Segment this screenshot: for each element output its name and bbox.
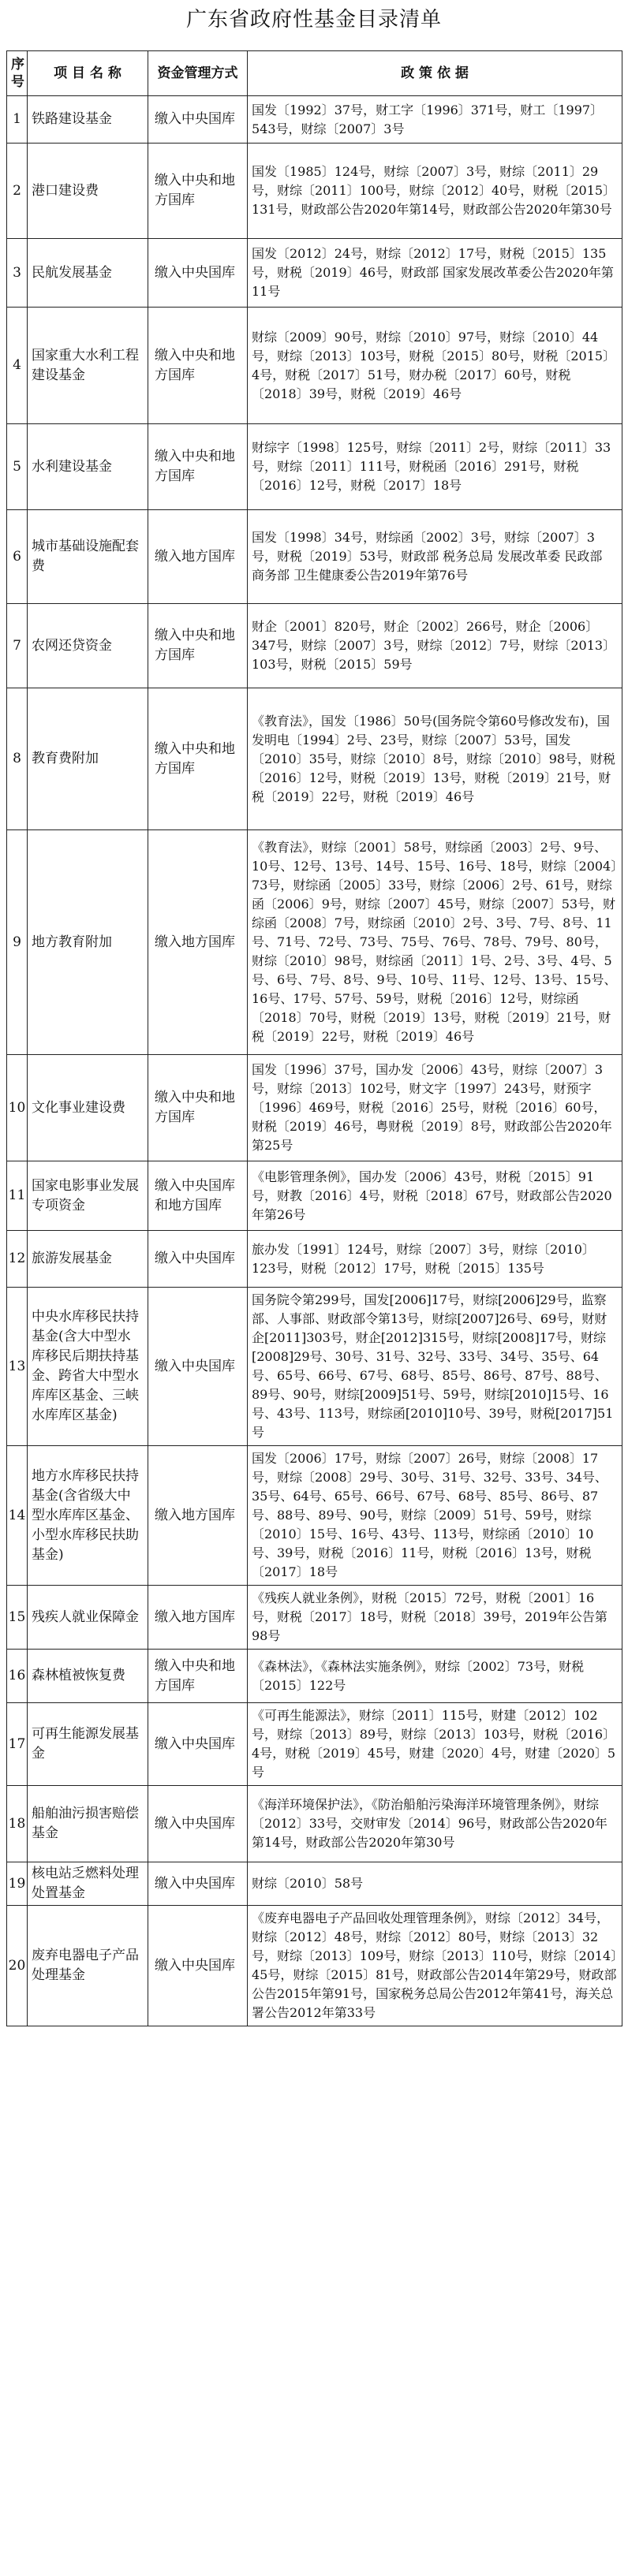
row-management-mode: 缴入中央国库 xyxy=(148,1906,248,2026)
row-management-mode: 缴入中央国库 xyxy=(148,1786,248,1862)
row-fund-name: 港口建设费 xyxy=(28,144,148,239)
row-fund-name: 水利建设基金 xyxy=(28,424,148,510)
header-mode: 资金管理方式 xyxy=(148,51,248,96)
row-fund-name: 旅游发展基金 xyxy=(28,1231,148,1288)
table-row xyxy=(7,1862,622,1906)
row-fund-name: 废弃电器电子产品处理基金 xyxy=(28,1906,148,2026)
row-policy-basis: 财综〔2010〕58号 xyxy=(248,1862,622,1906)
table-row xyxy=(7,239,622,308)
row-index: 7 xyxy=(7,604,28,688)
table-row xyxy=(7,1906,622,2026)
row-management-mode: 缴入中央国库 xyxy=(148,1231,248,1288)
row-index: 10 xyxy=(7,1055,28,1161)
row-index: 11 xyxy=(7,1161,28,1231)
table-row xyxy=(7,830,622,1055)
row-fund-name: 地方教育附加 xyxy=(28,830,148,1055)
table-row xyxy=(7,424,622,510)
row-fund-name: 森林植被恢复费 xyxy=(28,1650,148,1703)
row-policy-basis: 国发〔1985〕124号，财综〔2007〕3号，财综〔2011〕29号，财综〔2011〕100号，财综〔2012〕40号，财税〔2015〕131号，财政部公告2020年第14号，财政部公告2020年第30号 xyxy=(248,144,622,239)
table-row xyxy=(7,96,622,144)
row-management-mode: 缴入中央和地方国库 xyxy=(148,1055,248,1161)
row-index: 4 xyxy=(7,308,28,424)
row-index: 19 xyxy=(7,1862,28,1906)
row-management-mode: 缴入中央和地方国库 xyxy=(148,424,248,510)
row-index: 18 xyxy=(7,1786,28,1862)
row-management-mode: 缴入中央和地方国库 xyxy=(148,1650,248,1703)
row-index: 12 xyxy=(7,1231,28,1288)
row-fund-name: 核电站乏燃料处理处置基金 xyxy=(28,1862,148,1906)
row-management-mode: 缴入中央国库和地方国库 xyxy=(148,1161,248,1231)
row-policy-basis: 《废弃电器电子产品回收处理管理条例》，财综〔2012〕34号，财综〔2012〕48号，财综〔2012〕80号，财综〔2013〕32号，财综〔2013〕109号，财综〔2013〕110号，财综〔2014〕45号，财综〔2015〕81号，财政部公告2014年第29号，财政部公告2015年第91号，国家税务总局公告2012年第41号，海关总署公告2012年第33号 xyxy=(248,1906,622,2026)
table-row xyxy=(7,1055,622,1161)
row-management-mode: 缴入中央国库 xyxy=(148,1288,248,1446)
table-row xyxy=(7,1786,622,1862)
row-policy-basis: 《电影管理条例》，国办发〔2006〕43号，财税〔2015〕91号，财教〔2016〕4号，财税〔2018〕67号，财政部公告2020年第26号 xyxy=(248,1161,622,1231)
row-index: 17 xyxy=(7,1703,28,1786)
row-management-mode: 缴入中央国库 xyxy=(148,1862,248,1906)
row-fund-name: 国家重大水利工程建设基金 xyxy=(28,308,148,424)
header-name: 项 目 名 称 xyxy=(28,51,148,96)
row-index: 9 xyxy=(7,830,28,1055)
row-index: 20 xyxy=(7,1906,28,2026)
row-management-mode: 缴入中央和地方国库 xyxy=(148,144,248,239)
row-policy-basis: 《森林法》，《森林法实施条例》，财综〔2002〕73号，财税〔2015〕122号 xyxy=(248,1650,622,1703)
row-fund-name: 民航发展基金 xyxy=(28,239,148,308)
row-fund-name: 农网还贷资金 xyxy=(28,604,148,688)
row-management-mode: 缴入地方国库 xyxy=(148,1586,248,1650)
row-index: 3 xyxy=(7,239,28,308)
row-index: 8 xyxy=(7,688,28,830)
row-policy-basis: 财综字〔1998〕125号，财综〔2011〕2号，财综〔2011〕33号，财综〔2011〕111号，财税函〔2016〕291号，财税〔2016〕12号，财税〔2017〕18号 xyxy=(248,424,622,510)
row-fund-name: 残疾人就业保障金 xyxy=(28,1586,148,1650)
row-policy-basis: 《残疾人就业条例》，财税〔2015〕72号，财税〔2001〕16号，财税〔2017〕18号，财税〔2018〕39号，2019年公告第98号 xyxy=(248,1586,622,1650)
table-row xyxy=(7,144,622,239)
row-management-mode: 缴入中央国库 xyxy=(148,96,248,144)
row-management-mode: 缴入地方国库 xyxy=(148,510,248,604)
fund-catalog-table xyxy=(6,50,622,2026)
table-header-row xyxy=(7,51,622,96)
table-row xyxy=(7,604,622,688)
row-policy-basis: 国发〔1996〕37号，国办发〔2006〕43号，财综〔2007〕3号，财综〔2013〕102号，财文字〔1997〕243号，财预字〔1996〕469号，财税〔2016〕25号，财税〔2016〕60号，财税〔2019〕46号，粤财税〔2019〕8号，财政部公告2020年第25号 xyxy=(248,1055,622,1161)
row-management-mode: 缴入中央国库 xyxy=(148,1703,248,1786)
row-index: 1 xyxy=(7,96,28,144)
row-index: 2 xyxy=(7,144,28,239)
row-policy-basis: 国发〔1992〕37号，财工字〔1996〕371号，财工〔1997〕543号，财综〔2007〕3号 xyxy=(248,96,622,144)
row-index: 6 xyxy=(7,510,28,604)
row-fund-name: 地方水库移民扶持基金(含省级大中型水库库区基金、小型水库移民扶助基金) xyxy=(28,1446,148,1586)
table-row xyxy=(7,510,622,604)
row-policy-basis: 《海洋环境保护法》，《防治船舶污染海洋环境管理条例》，财综〔2012〕33号，交财审发〔2014〕96号，财政部公告2020年第14号，财政部公告2020年第30号 xyxy=(248,1786,622,1862)
row-fund-name: 国家电影事业发展专项资金 xyxy=(28,1161,148,1231)
row-fund-name: 城市基础设施配套费 xyxy=(28,510,148,604)
row-fund-name: 中央水库移民扶持基金(含大中型水库移民后期扶持基金、跨省大中型水库库区基金、三峡水库库区基金) xyxy=(28,1288,148,1446)
row-fund-name: 可再生能源发展基金 xyxy=(28,1703,148,1786)
row-policy-basis: 《可再生能源法》，财综〔2011〕115号，财建〔2012〕102号，财综〔2013〕89号，财综〔2013〕103号，财税〔2016〕4号，财税〔2019〕45号，财建〔2020〕4号，财建〔2020〕5号 xyxy=(248,1703,622,1786)
table-row xyxy=(7,1231,622,1288)
table-row xyxy=(7,688,622,830)
row-management-mode: 缴入中央国库 xyxy=(148,239,248,308)
table-row xyxy=(7,1703,622,1786)
row-policy-basis: 国发〔1998〕34号，财综函〔2002〕3号，财综〔2007〕3号，财税〔2019〕53号，财政部 税务总局 发展改革委 民政部 商务部 卫生健康委公告2019年第76号 xyxy=(248,510,622,604)
row-management-mode: 缴入中央和地方国库 xyxy=(148,308,248,424)
row-fund-name: 文化事业建设费 xyxy=(28,1055,148,1161)
header-index: 序号 xyxy=(7,51,28,96)
row-index: 5 xyxy=(7,424,28,510)
table-row xyxy=(7,1288,622,1446)
header-basis: 政 策 依 据 xyxy=(248,51,622,96)
row-policy-basis: 国务院令第299号，国发[2006]17号，财综[2006]29号，监察部、人事部、财政部令第13号，财综[2007]26号、69号，财财企[2011]303号，财企[2012]315号，财综[2008]17号，财综[2008]29号、30号、31号、32号、33号、34号、35号、64号、65号、66号、67号、68号、85号、86号、87号、88号、89号、90号，财综[2009]51号、59号，财综[2010]15号、16号、43号、113号，财综函[2010]10号、39号，财税[2017]51号 xyxy=(248,1288,622,1446)
row-management-mode: 缴入地方国库 xyxy=(148,1446,248,1586)
row-policy-basis: 财综〔2009〕90号，财综〔2010〕97号，财综〔2010〕44号，财综〔2013〕103号，财税〔2015〕80号，财税〔2015〕4号，财税〔2017〕51号，财办税〔2017〕60号，财税〔2018〕39号，财税〔2019〕46号 xyxy=(248,308,622,424)
row-index: 16 xyxy=(7,1650,28,1703)
row-fund-name: 教育费附加 xyxy=(28,688,148,830)
table-row xyxy=(7,308,622,424)
row-policy-basis: 国发〔2006〕17号，财综〔2007〕26号，财综〔2008〕17号，财综〔2008〕29号、30号、31号、32号、33号、34号、35号、64号、65号、66号、67号、68号、85号、86号、87号、88号、89号、90号，财综〔2009〕51号、59号，财综〔2010〕15号、16号、43号、113号，财综函〔2010〕10号、39号，财税〔2016〕11号，财税〔2016〕13号，财税〔2017〕18号 xyxy=(248,1446,622,1586)
table-row xyxy=(7,1161,622,1231)
table-row xyxy=(7,1650,622,1703)
table-row xyxy=(7,1446,622,1586)
row-management-mode: 缴入中央和地方国库 xyxy=(148,688,248,830)
row-policy-basis: 财企〔2001〕820号，财企〔2002〕266号，财企〔2006〕347号，财综〔2007〕3号，财综〔2012〕7号，财综〔2013〕103号，财税〔2015〕59号 xyxy=(248,604,622,688)
row-index: 14 xyxy=(7,1446,28,1586)
row-index: 13 xyxy=(7,1288,28,1446)
row-policy-basis: 国发〔2012〕24号，财综〔2012〕17号，财税〔2015〕135号，财税〔2019〕46号，财政部 国家发展改革委公告2020年第11号 xyxy=(248,239,622,308)
row-management-mode: 缴入地方国库 xyxy=(148,830,248,1055)
table-row xyxy=(7,1586,622,1650)
row-index: 15 xyxy=(7,1586,28,1650)
document-title: 广东省政府性基金目录清单 xyxy=(185,8,442,32)
row-fund-name: 船舶油污损害赔偿基金 xyxy=(28,1786,148,1862)
row-fund-name: 铁路建设基金 xyxy=(28,96,148,144)
row-management-mode: 缴入中央和地方国库 xyxy=(148,604,248,688)
row-policy-basis: 《教育法》，国发〔1986〕50号(国务院令第60号修改发布)，国发明电〔1994〕2号、23号，财综〔2007〕53号，国发〔2010〕35号，财综〔2010〕8号，财综〔2010〕98号，财税〔2016〕12号，财税〔2019〕13号，财税〔2019〕21号，财税〔2019〕22号，财税〔2019〕46号 xyxy=(248,688,622,830)
row-policy-basis: 《教育法》，财综〔2001〕58号，财综函〔2003〕2号、9号、10号、12号、13号、14号、15号、16号、18号，财综〔2004〕73号，财综函〔2005〕33号，财综〔2006〕2号、61号，财综函〔2006〕9号，财综〔2007〕45号，财综〔2007〕53号，财综函〔2008〕7号，财综函〔2010〕2号、3号、7号、8号、11号、71号、72号、73号、75号、76号、78号、79号、80号，财综〔2010〕98号，财综函〔2011〕1号、2号、3号、4号、5号、6号、7号、8号、9号、10号、11号、12号、13号、15号、16号、17号、57号、59号，财税〔2016〕12号，财综函〔2018〕70号，财税〔2019〕13号，财税〔2019〕21号，财税〔2019〕22号，财税〔2019〕46号 xyxy=(248,830,622,1055)
row-policy-basis: 旅办发〔1991〕124号，财综〔2007〕3号，财综〔2010〕123号，财税〔2012〕17号，财税〔2015〕135号 xyxy=(248,1231,622,1288)
